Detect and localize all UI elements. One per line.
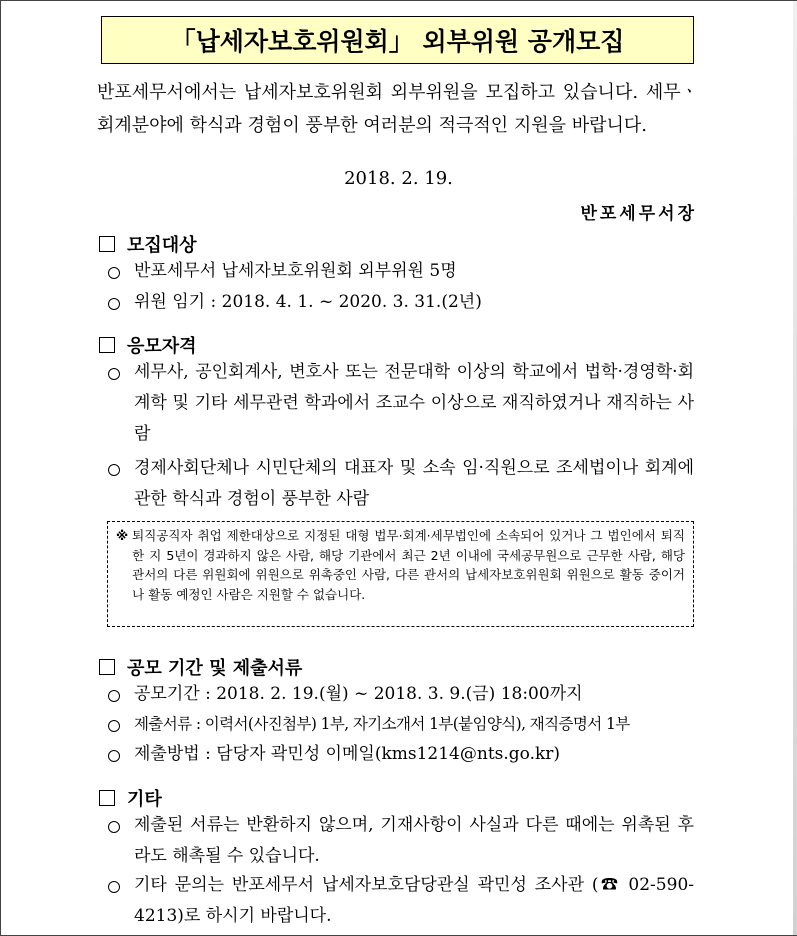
circle-bullet-icon — [108, 821, 120, 833]
intro-paragraph: 반포세무서에서는 납세자보호위원회 외부위원을 모집하고 있습니다. 세무ㆍ회계분야에 학식과 경험이 풍부한 여러분의 적극적인 지원을 바랍니다. — [97, 82, 698, 136]
circle-bullet-icon — [108, 464, 120, 476]
list-item-text: 세무사, 공인회계사, 변호사 또는 전문대학 이상의 학교에서 법학·경영학·회계학 및 기타 세무관련 학과에서 조교수 이상으로 재직하였거나 재직하는 사람 — [134, 362, 694, 444]
notice-date: 2018. 2. 19. — [344, 168, 453, 189]
list-item-text: 반포세무서 납세자보호위원회 외부위원 5명 — [134, 261, 457, 281]
reference-mark-icon: ※ — [116, 528, 129, 543]
list-item — [108, 709, 694, 740]
page-title: 「납세자보호위원회」 외부위원 공개모집 — [101, 16, 694, 64]
signer: 반포세무서장 — [580, 204, 697, 224]
circle-bullet-icon — [108, 881, 120, 893]
list-item — [108, 287, 694, 318]
list-item-text: 제출서류 : 이력서(사진첨부) 1부, 자기소개서 1부(붙임양식), 재직증명서 1부 — [134, 715, 630, 733]
list-item — [108, 256, 694, 287]
circle-bullet-icon — [108, 267, 120, 279]
section-heading-qualification — [99, 332, 197, 358]
list-item-text: 경제사회단체나 시민단체의 대표자 및 소속 임·직원으로 조세법이나 회계에 관한 학식과 경험이 풍부한 사람 — [134, 458, 694, 509]
checkbox-square-icon — [99, 659, 115, 675]
checkbox-square-icon — [99, 790, 115, 806]
circle-bullet-icon — [108, 368, 120, 380]
list-item-text: 제출된 서류는 반환하지 않으며, 기재사항이 사실과 다른 때에는 위촉된 후라도 해촉될 수 있습니다. — [134, 815, 694, 866]
circle-bullet-icon — [108, 298, 120, 310]
list-item — [108, 870, 694, 932]
section-heading-recruit-target — [99, 231, 197, 257]
list-item-text: 공모기간 : 2018. 2. 19.(월) ~ 2018. 3. 9.(금) 18:00까지 — [134, 684, 583, 704]
restriction-notice-box — [107, 521, 694, 627]
restriction-notice-text: 퇴직공직자 취업 제한대상으로 지정된 대형 법무·회계·세무법인에 소속되어 있거나 그 법인에서 퇴직한 지 5년이 경과하지 않은 사람, 해당 기관에서 최근 2년 이내에 국세공무원으로 근무한 사람, 해당 관서의 다른 위원회에 위원으로 위촉중인 사람, 다른 관서의 납세자보호위원회 위원으로 활동 중이거나 활동 예정인 사람은 지원할 수 없습니다. — [132, 528, 685, 602]
section-heading-text: 공모 기간 및 제출서류 — [127, 658, 303, 679]
list-item — [108, 810, 694, 872]
circle-bullet-icon — [108, 750, 120, 762]
section-heading-other — [99, 785, 162, 811]
section-heading-text: 모집대상 — [127, 235, 197, 256]
list-item-text: 위원 임기 : 2018. 4. 1. ~ 2020. 3. 31.(2년) — [134, 292, 482, 312]
circle-bullet-icon — [108, 720, 120, 732]
list-item — [108, 357, 694, 450]
list-item — [108, 739, 694, 770]
circle-bullet-icon — [108, 690, 120, 702]
list-item-text: 제출방법 : 담당자 곽민성 이메일(kms1214@nts.go.kr) — [134, 744, 561, 764]
section-heading-period-documents — [99, 654, 302, 680]
list-item-text: 기타 문의는 반포세무서 납세자보호담당관실 곽민성 조사관 (☎ 02-590-4213)로 하시기 바랍니다. — [134, 875, 694, 926]
list-item — [108, 453, 694, 515]
section-heading-text: 기타 — [127, 789, 162, 810]
checkbox-square-icon — [99, 337, 115, 353]
list-item — [108, 679, 694, 710]
checkbox-square-icon — [99, 236, 115, 252]
section-heading-text: 응모자격 — [127, 336, 197, 357]
